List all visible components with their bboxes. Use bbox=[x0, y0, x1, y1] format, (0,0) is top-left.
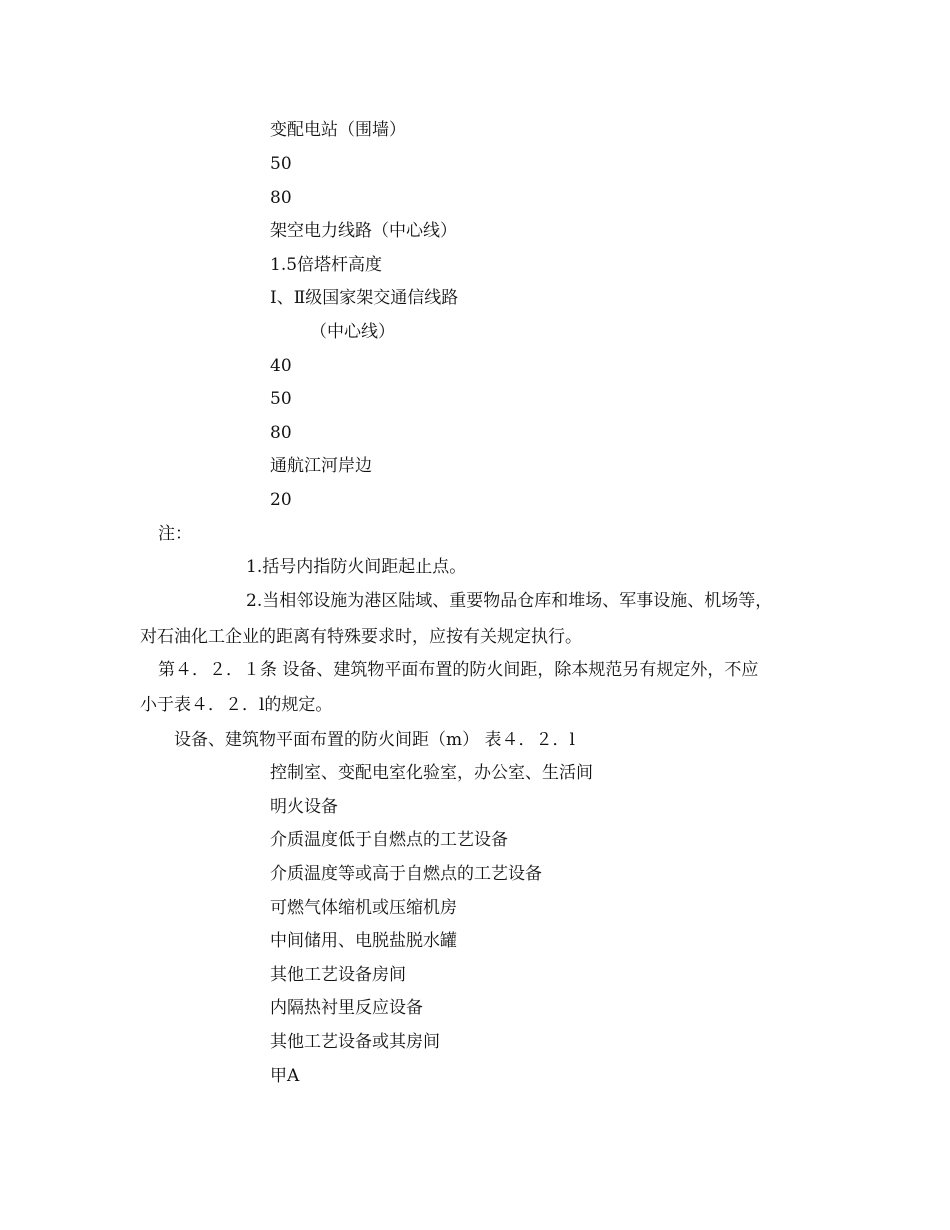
table-cell: 介质温度低于自燃点的工艺设备 bbox=[270, 830, 508, 850]
table-cell: 明火设备 bbox=[270, 797, 338, 817]
table-cell: （中心线） bbox=[310, 322, 395, 342]
note-item: 2.当相邻设施为港区陆域、重要物品仓库和堆场、军事设施、机场等， bbox=[246, 591, 773, 611]
table-cell: 可燃气体缩机或压缩机房 bbox=[270, 898, 457, 918]
table-cell: Ⅰ、Ⅱ级国家架交通信线路 bbox=[270, 288, 459, 308]
table-cell: 40 bbox=[270, 356, 292, 376]
table-cell: 中间储用、电脱盐脱水罐 bbox=[270, 931, 457, 951]
table-cell: 架空电力线路（中心线） bbox=[270, 221, 457, 241]
clause-text: 第４．２．１条 设备、建筑物平面布置的防火间距，除本规范另有规定外，不应 bbox=[158, 660, 759, 680]
table-cell: 其他工艺设备房间 bbox=[270, 965, 406, 985]
table-cell: 20 bbox=[270, 490, 292, 510]
table-cell: 内隔热衬里反应设备 bbox=[270, 998, 423, 1018]
table-cell: 介质温度等或高于自燃点的工艺设备 bbox=[270, 864, 542, 884]
table-cell: 1.5倍塔杆高度 bbox=[270, 255, 383, 275]
table-cell: 其他工艺设备或其房间 bbox=[270, 1032, 440, 1052]
table-cell: 变配电站（围墙） bbox=[270, 120, 406, 140]
table-cell: 50 bbox=[270, 154, 292, 174]
table-cell: 甲A bbox=[270, 1066, 300, 1086]
table-cell: 80 bbox=[270, 188, 292, 208]
note-item-continuation: 对石油化工企业的距离有特殊要求时，应按有关规定执行。 bbox=[140, 627, 582, 647]
clause-text-continuation: 小于表４．２．l的规定。 bbox=[140, 695, 333, 715]
table-cell: 50 bbox=[270, 389, 292, 409]
table-cell: 通航江河岸边 bbox=[270, 456, 372, 476]
notes-label: 注： bbox=[158, 524, 192, 544]
note-item: 1.括号内指防火间距起止点。 bbox=[246, 557, 467, 577]
table-cell: 控制室、变配电室化验室，办公室、生活间 bbox=[270, 763, 593, 783]
table-cell: 80 bbox=[270, 423, 292, 443]
table-title: 设备、建筑物平面布置的防火间距（m） 表４．２．l bbox=[174, 730, 575, 750]
